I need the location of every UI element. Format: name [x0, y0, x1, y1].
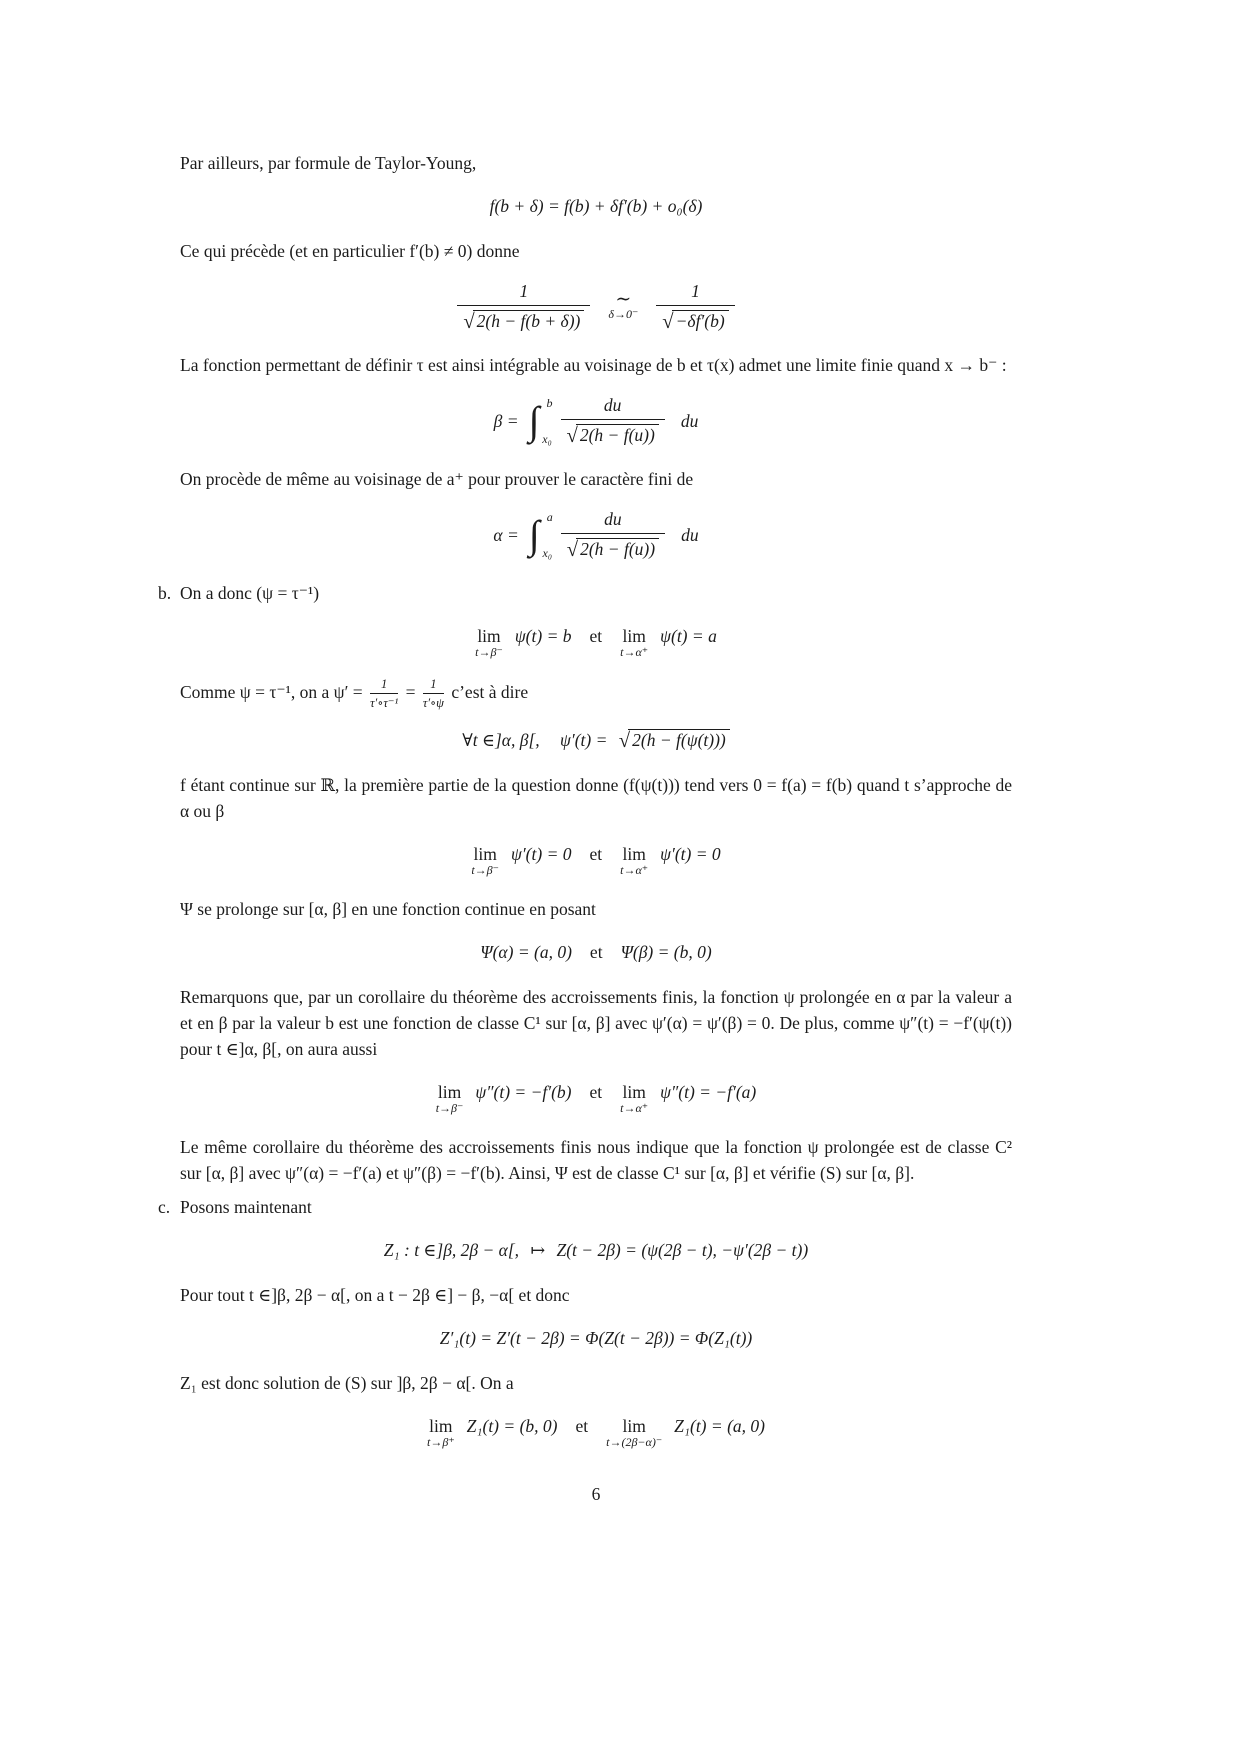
integrand-fraction [561, 509, 665, 561]
integral-limits [542, 397, 553, 445]
fraction-numerator: 1 [656, 281, 734, 306]
limit [620, 1082, 648, 1115]
conjunction: et [589, 942, 603, 962]
equation-limits-psi [180, 623, 1012, 659]
equation-lhs: α = [493, 525, 519, 545]
radicand: 2(h − f(u)) [576, 538, 659, 561]
limit-subscript: t→α⁺ [620, 863, 649, 877]
paragraph-ce-qui-precede: Ce qui précède (et en particulier f′(b) ≠ 0) donne [180, 241, 520, 261]
fraction-numerator: 1 [457, 281, 590, 306]
limit-operator: lim [622, 1082, 646, 1102]
limit-operator: lim [622, 626, 646, 646]
limit-operator: lim [429, 1416, 453, 1436]
radical-sign: √ [618, 730, 631, 752]
limit-expression: ψ′(t) = 0 [510, 844, 572, 864]
radicand: 2(h − f(b + δ)) [473, 310, 585, 333]
limit-operator: lim [622, 1416, 646, 1436]
integral-lower-bound: x₀ [542, 546, 552, 560]
limit [620, 626, 648, 659]
paragraph-z1-solution: Z₁ est donc solution de (S) sur ]β, 2β − α[. On a [180, 1373, 514, 1393]
quantifier: ∀t ∈]α, β[, [462, 730, 540, 750]
inline-fraction [370, 678, 398, 710]
fraction-denominator [561, 534, 665, 561]
equation-limits-psi-second [180, 1079, 1012, 1115]
limit-subscript: t→β⁻ [435, 1101, 464, 1115]
equivalence-relation [608, 289, 639, 321]
page-content [158, 150, 1012, 1468]
fraction-denominator: τ′∘ψ [422, 696, 444, 710]
paragraph-meme-corollaire: Le même corollaire du théorème des accroissements finis nous indique que la fonction ψ prolongée est de classe C² sur [α, β] avec ψ″(α) = −f′(a) et ψ″(β) = −f′(b). Ainsi, Ψ est de classe C¹ sur [α, β] et vérifie (S) sur [α, β]. [180, 1137, 1012, 1183]
paragraph-fonction-tau: La fonction permettant de définir τ est ainsi intégrable au voisinage de b et τ(x) admet une limite finie quand x → b⁻ : [180, 355, 1007, 375]
math-expression: Ψ(α) = (a, 0) [480, 942, 572, 962]
equation-z1-definition [180, 1237, 1012, 1263]
fraction-left [457, 281, 590, 333]
square-root [619, 727, 730, 753]
square-root [567, 538, 659, 561]
mapsto-arrow: ↦ [530, 1240, 546, 1260]
relation-subscript: δ→0⁻ [608, 307, 639, 321]
equation-limits-z1 [180, 1413, 1012, 1449]
list-item-c [158, 1194, 1012, 1220]
text-run: = [401, 682, 420, 703]
equation-psi-prime [180, 727, 1012, 753]
limit-subscript: t→α⁺ [620, 1101, 649, 1115]
equation-beta-integral [180, 395, 1012, 447]
text-run: Comme ψ = τ⁻¹, on a ψ′ = [180, 682, 368, 703]
differential: du [681, 525, 699, 545]
square-root [662, 310, 728, 333]
math-expression: Z′₁(t) = Z′(t − 2β) = Φ(Z(t − 2β)) = Φ(Z₁(t)) [439, 1328, 753, 1348]
equation-equivalence [180, 281, 1012, 333]
square-root [567, 424, 659, 447]
radicand: −δf′(b) [672, 310, 729, 333]
conjunction: et [589, 844, 603, 864]
integral-limits [542, 511, 553, 559]
fraction-numerator: 1 [423, 678, 444, 694]
equation-z1-derivative [180, 1325, 1012, 1351]
radical-sign: √ [463, 311, 475, 333]
limit-expression: ψ″(t) = −f′(a) [660, 1082, 757, 1102]
limit-operator: lim [473, 844, 497, 864]
fraction-denominator [457, 306, 590, 333]
radical-sign: √ [566, 539, 579, 561]
item-text: Posons maintenant [180, 1197, 312, 1217]
limit-operator: lim [622, 844, 646, 864]
inline-fraction [423, 678, 444, 710]
list-item-b [158, 580, 1012, 606]
limit-subscript: t→β⁻ [471, 863, 499, 877]
radical-sign: √ [662, 311, 674, 333]
conjunction: et [589, 1082, 603, 1102]
equation-lhs: ψ′(t) = [560, 730, 608, 750]
radical-sign: √ [566, 425, 578, 447]
paragraph-f-continue: f étant continue sur ℝ, la première partie de la question donne (f(ψ(t))) tend vers 0 = f(a) = f(b) quand t s’approche de α ou β [180, 775, 1012, 821]
integral-lower-bound: x₀ [542, 432, 552, 446]
limit-expression: ψ″(t) = −f′(b) [475, 1082, 572, 1102]
tilde-operator: ∼ [615, 289, 632, 310]
item-text: On a donc (ψ = τ⁻¹) [180, 583, 320, 603]
fraction-numerator: 1 [370, 678, 398, 694]
integral-sign: ∫ [528, 398, 540, 443]
item-label: b. [158, 583, 172, 603]
paragraph-remarquons: Remarquons que, par un corollaire du théorème des accroissements finis, la fonction ψ prolongée en α par la valeur a et en β par la valeur b est une fonction de classe C¹ sur [α, β] avec ψ′(α) = ψ′(β) = 0. De plus, comme ψ″(t) = −f′(ψ(t)) pour t ∈]α, β[, on aura aussi [180, 987, 1012, 1059]
math-expression: f(b + δ) = f(b) + δf′(b) + o₀(δ) [489, 196, 703, 216]
limit-expression: ψ′(t) = 0 [660, 844, 721, 864]
integral-upper-bound: b [546, 396, 553, 410]
integral [529, 511, 553, 559]
fraction-numerator: du [561, 395, 665, 420]
fraction-denominator [561, 420, 665, 447]
limit-operator: lim [437, 1082, 462, 1102]
integral-sign: ∫ [528, 512, 540, 557]
integral [529, 397, 553, 445]
limit [427, 1416, 455, 1449]
limit-expression: ψ(t) = a [660, 626, 717, 646]
math-expression: Ψ(β) = (b, 0) [620, 942, 712, 962]
integrand-fraction [561, 395, 665, 447]
limit-subscript: t→β⁻ [475, 645, 503, 659]
paragraph-on-procede: On procède de même au voisinage de a⁺ pour prouver le caractère fini de [180, 469, 694, 489]
paragraph-taylor-young-intro: Par ailleurs, par formule de Taylor-Young, [180, 153, 477, 173]
limit-subscript: t→α⁺ [620, 645, 649, 659]
limit [436, 1082, 464, 1115]
radicand: 2(h − f(ψ(t))) [628, 729, 730, 752]
math-expression: Z₁ : t ∈]β, 2β − α[, [383, 1240, 520, 1260]
paragraph-comme-psi [180, 678, 1012, 710]
integral-upper-bound: a [546, 510, 553, 524]
limit-expression: Z₁(t) = (a, 0) [674, 1416, 765, 1436]
limit [606, 1416, 662, 1449]
fraction-denominator [656, 306, 734, 333]
limit-expression: ψ(t) = b [514, 626, 572, 646]
limit [471, 844, 499, 877]
limit-subscript: t→β⁺ [427, 1435, 455, 1449]
square-root [463, 310, 584, 333]
radicand: 2(h − f(u)) [576, 424, 659, 447]
paragraph-psi-prolonge: Ψ se prolonge sur [α, β] en une fonction continue en posant [180, 899, 596, 919]
limit-operator: lim [477, 626, 501, 646]
conjunction: et [575, 1416, 589, 1436]
paragraph-pour-tout-t: Pour tout t ∈]β, 2β − α[, on a t − 2β ∈] − β, −α[ et donc [180, 1285, 570, 1305]
page-number: 6 [591, 1484, 601, 1504]
fraction-right [656, 281, 734, 333]
limit-expression: Z₁(t) = (b, 0) [466, 1416, 558, 1436]
limit-subscript: t→(2β−α)⁻ [606, 1435, 663, 1449]
equation-taylor-young [180, 193, 1012, 219]
equation-lhs: β = [493, 411, 519, 431]
conjunction: et [589, 626, 603, 646]
fraction-denominator: τ′∘τ⁻¹ [370, 696, 399, 710]
limit [475, 626, 503, 659]
limit [620, 844, 648, 877]
equation-psi-extension [180, 939, 1012, 965]
equation-alpha-integral [180, 509, 1012, 561]
item-label: c. [158, 1197, 171, 1217]
text-run: c’est à dire [446, 682, 529, 703]
equation-limits-psi-prime [180, 841, 1012, 877]
math-expression: Z(t − 2β) = (ψ(2β − t), −ψ′(2β − t)) [556, 1240, 809, 1260]
differential: du [680, 411, 699, 431]
fraction-numerator: du [561, 509, 665, 534]
